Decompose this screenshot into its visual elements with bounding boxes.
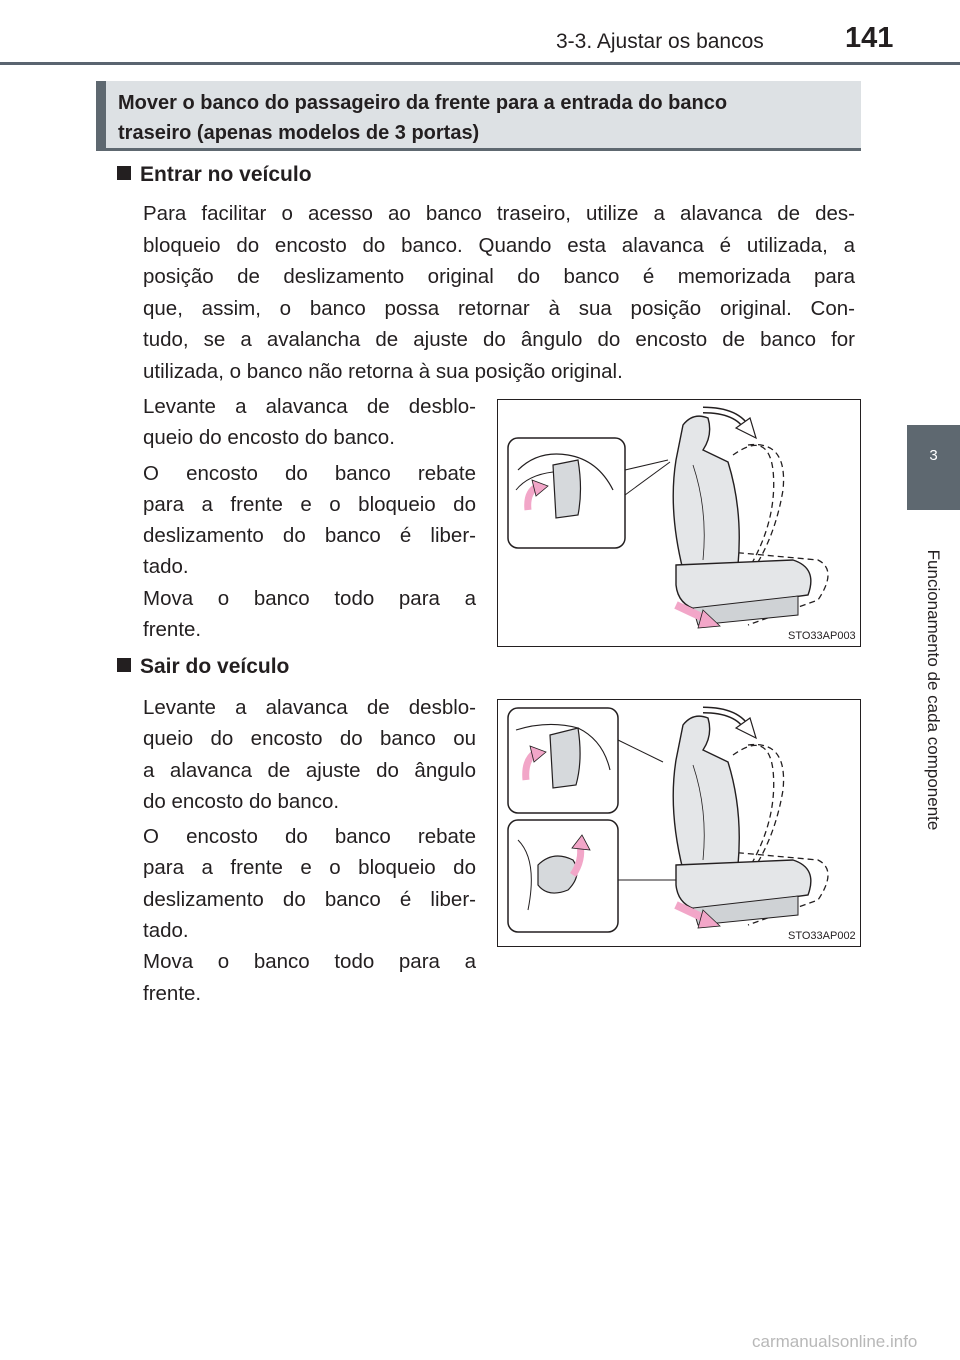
paragraph-line: posição de deslizamento original do banco é memorizada para	[143, 265, 855, 288]
square-bullet-icon	[117, 166, 131, 180]
figure-code: STO33AP003	[788, 630, 856, 642]
chapter-tab	[907, 425, 960, 510]
steps-sair	[143, 692, 476, 1009]
square-bullet-icon	[117, 658, 131, 672]
section-title-line-2: traseiro (apenas modelos de 3 portas)	[118, 122, 480, 144]
step-line: deslizamento do banco é liber-	[143, 887, 476, 911]
step-line: O encosto do banco rebate	[143, 825, 476, 849]
seat-illustration-entrar	[497, 399, 861, 647]
subheading-sair	[117, 655, 289, 679]
chapter-label: Funcionamento de cada componente	[924, 549, 943, 831]
subheading-sair-text: Sair do veículo	[140, 655, 290, 678]
paragraph-line: bloqueio do encosto do banco. Quando esta alavanca é utilizada, a	[143, 233, 855, 257]
step-line: frente.	[143, 981, 202, 1005]
step-line: O encosto do banco rebate	[143, 461, 476, 485]
paragraph-line: que, assim, o banco possa retornar à sua posição original. Con-	[143, 296, 855, 320]
watermark: carmanualsonline.info	[752, 1332, 918, 1351]
step-line: Levante a alavanca de desblo-	[143, 395, 476, 418]
seat-lever-diagram	[498, 400, 859, 645]
subheading-entrar-text: Entrar no veículo	[140, 163, 312, 186]
paragraph-line: Para facilitar o acesso ao banco traseiro, utilize a alavanca de des-	[143, 202, 855, 225]
step-line: Levante a alavanca de desblo-	[143, 696, 476, 719]
header-section-title: 3-3. Ajustar os bancos	[556, 30, 764, 53]
subheading-entrar	[117, 163, 312, 187]
seat-illustration-sair	[497, 699, 861, 947]
chapter-number: 3	[929, 447, 938, 464]
step-line: tado.	[143, 919, 189, 943]
step-line: do encosto do banco.	[143, 789, 340, 813]
step-line: Mova o banco todo para a	[143, 586, 476, 610]
header-rule	[0, 62, 960, 65]
step-line: tado.	[143, 555, 189, 579]
step-line: queio do encosto do banco.	[143, 426, 395, 450]
paragraph-entrar	[143, 198, 855, 387]
step-line: a alavanca de ajuste do ângulo	[143, 758, 476, 782]
paragraph-line: utilizada, o banco não retorna à sua posição original.	[143, 359, 623, 383]
step-line: queio do encosto do banco ou	[143, 727, 476, 751]
step-line: para a frente e o bloqueio do	[143, 856, 476, 880]
paragraph-line: tudo, se a avalancha de ajuste do ângulo do encosto de banco for	[143, 328, 855, 351]
step-line: para a frente e o bloqueio do	[143, 492, 476, 516]
step-line: deslizamento do banco é liber-	[143, 524, 476, 548]
steps-entrar	[143, 391, 476, 645]
section-title-box	[96, 81, 861, 151]
seat-lever-diagram	[498, 700, 859, 945]
figure-code: STO33AP002	[788, 930, 856, 942]
step-line: Mova o banco todo para a	[143, 950, 476, 974]
section-title-line-1: Mover o banco do passageiro da frente para a entrada do banco	[118, 92, 728, 114]
page-number: 141	[845, 22, 894, 54]
step-line: frente.	[143, 618, 202, 642]
